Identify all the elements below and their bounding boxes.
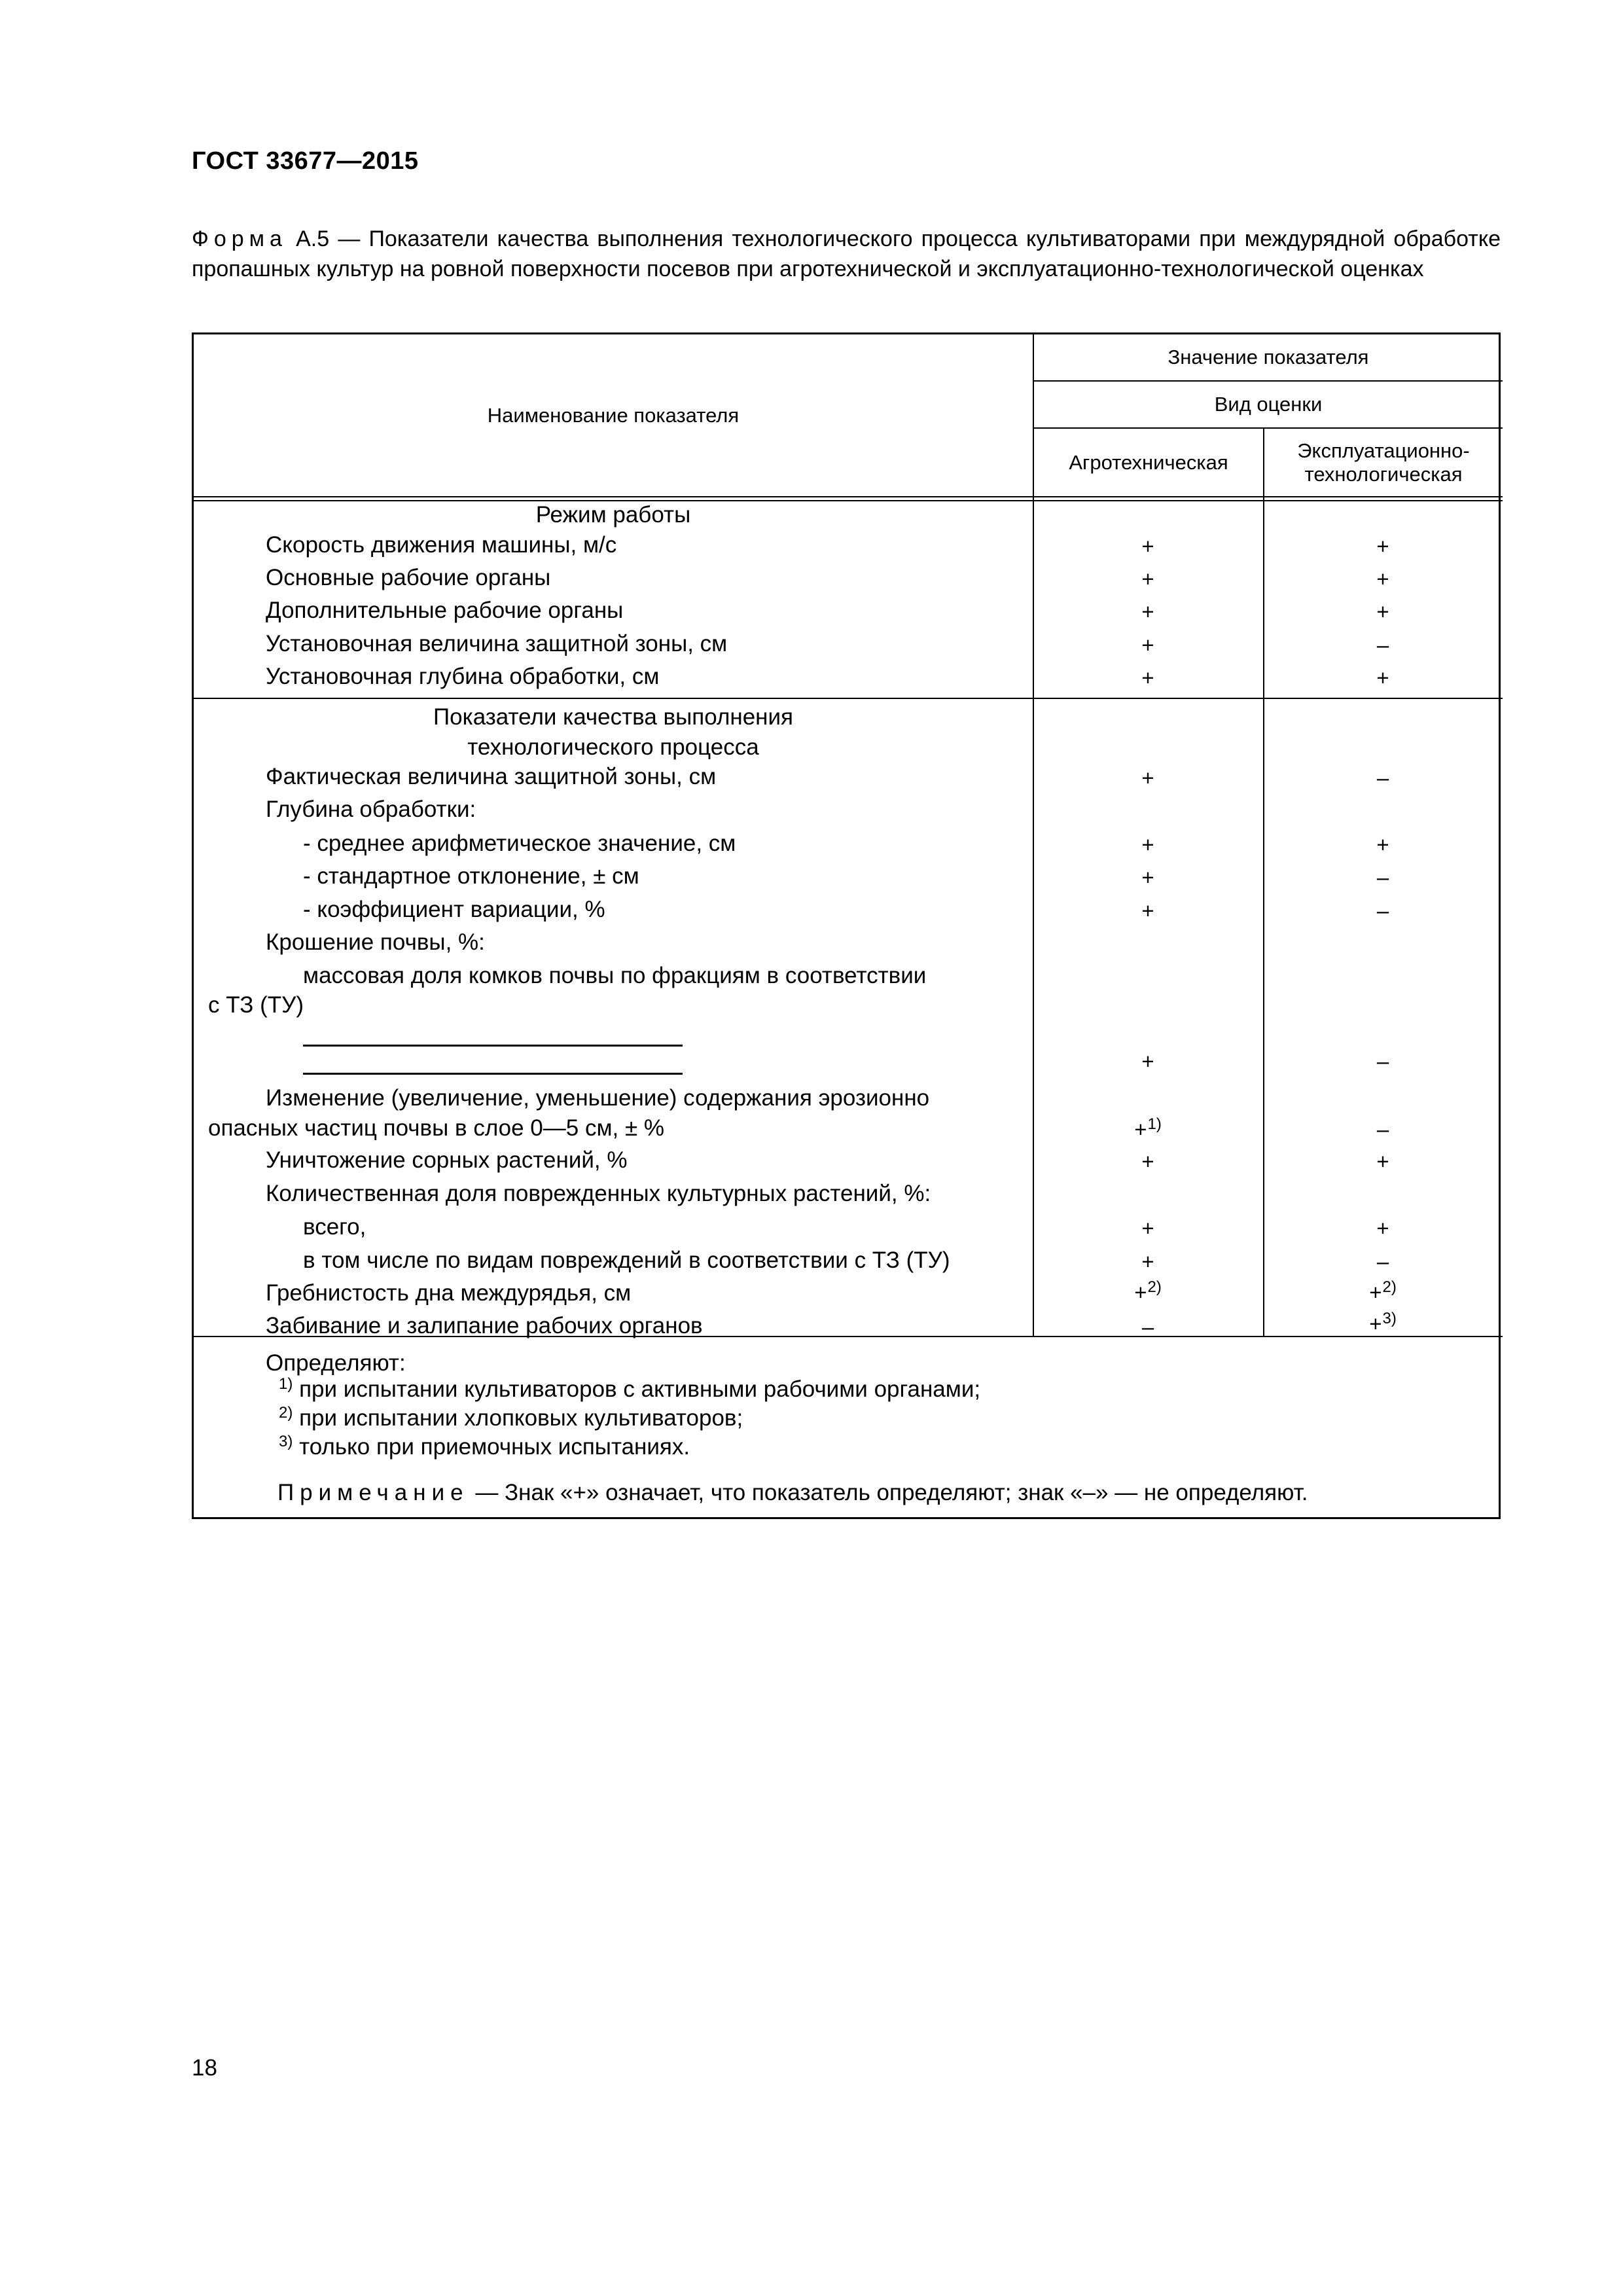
indicators-table	[192, 332, 1501, 1519]
note-lead: Примечание	[277, 1480, 469, 1505]
section-title-mode: Режим работы	[535, 502, 691, 528]
table-row-label: - стандартное отклонение, ± см	[303, 863, 639, 889]
cell-agro: –	[1141, 1315, 1154, 1339]
header-agro: Агротехническая	[1069, 450, 1228, 474]
cell-agro: +	[1141, 534, 1154, 558]
table-row-label: опасных частиц почвы в слое 0—5 см, ± %	[208, 1115, 665, 1141]
section-title-quality-line1: Показатели качества выполнения	[433, 704, 793, 730]
footnote-text: только при приемочных испытаниях.	[299, 1434, 690, 1460]
cell-agro: +	[1141, 899, 1154, 923]
table-row-label: Крошение почвы, %:	[266, 929, 485, 955]
table-row-label: Гребнистость дна междурядья, см	[266, 1280, 632, 1306]
footnote-text: при испытании культиваторов с активными рабочими органами;	[299, 1376, 981, 1402]
header-name: Наименование показателя	[487, 403, 740, 427]
table-row-label: - коэффициент вариации, %	[303, 897, 605, 922]
cell-expl: –	[1376, 865, 1389, 889]
cell-agro: +	[1141, 633, 1154, 657]
cell-agro	[1122, 1115, 1174, 1142]
cell-expl: –	[1376, 766, 1389, 790]
cell-expl: –	[1376, 1117, 1389, 1141]
note-text: — Знак «+» означает, что показатель определяют; знак «–» — не определяют.	[469, 1480, 1308, 1505]
cell-agro: +	[1141, 766, 1154, 790]
section-title-quality-line2: технологического процесса	[467, 734, 759, 760]
table-row-label: в том числе по видам повреждений в соответствии с ТЗ (ТУ)	[303, 1247, 950, 1273]
section-divider	[194, 698, 1503, 699]
footnote-ref: 3)	[1382, 1310, 1397, 1327]
footnote-item	[279, 1375, 980, 1403]
cell-expl: +	[1376, 534, 1389, 558]
col-divider-2	[1263, 427, 1264, 1336]
cell-expl-value: +	[1369, 1280, 1382, 1304]
header-expl-line2: технологическая	[1304, 462, 1463, 486]
table-row-label: Скорость движения машины, м/с	[266, 532, 617, 558]
cell-agro: +	[1141, 1216, 1154, 1240]
header-value: Значение показателя	[1168, 346, 1369, 368]
cell-expl	[1357, 1310, 1409, 1336]
footnote-mark: 1)	[279, 1375, 293, 1393]
cell-expl-value: +	[1369, 1312, 1382, 1336]
cell-agro: +	[1141, 833, 1154, 857]
cell-agro-value: +	[1134, 1280, 1147, 1304]
table-row-label: с ТЗ (ТУ)	[208, 992, 304, 1018]
cell-agro: +	[1141, 600, 1154, 624]
document-code: ГОСТ 33677—2015	[192, 147, 419, 175]
table-row-label: Глубина обработки:	[266, 797, 476, 822]
table-row-label: Уничтожение сорных растений, %	[266, 1147, 628, 1173]
footnote-text: при испытании хлопковых культиваторов;	[299, 1405, 743, 1431]
footnote-ref: 1)	[1147, 1115, 1162, 1133]
cell-agro	[1122, 1278, 1174, 1305]
cell-expl: –	[1376, 899, 1389, 923]
footnote-ref: 2)	[1147, 1278, 1162, 1296]
header-expl-line1: Эксплуатационно-	[1297, 439, 1470, 462]
footnote-intro: Определяют:	[266, 1350, 406, 1376]
cell-agro: +	[1141, 567, 1154, 591]
footnote-mark: 2)	[279, 1404, 293, 1422]
caption-text: А.5 — Показатели качества выполнения технологического процесса культиваторами при междурядной обработке пропашных культур на ровной поверхности посевов при агротехнической и эксплуатационно-технологической оценках	[192, 226, 1501, 281]
cell-agro-value: +	[1134, 1117, 1147, 1141]
cell-expl: –	[1376, 1249, 1389, 1274]
table-row-label: массовая доля комков почвы по фракциям в соответствии	[303, 963, 927, 988]
blank-line-2	[303, 1073, 683, 1075]
table-row-label: - среднее арифметическое значение, см	[303, 831, 736, 856]
cell-expl: –	[1376, 1049, 1389, 1073]
section-title-quality	[194, 702, 1033, 762]
cell-expl: +	[1376, 1216, 1389, 1240]
table-note	[277, 1480, 1308, 1506]
header-expl	[1264, 429, 1503, 496]
caption-lead: Форма	[192, 226, 287, 251]
blank-line-1	[303, 1045, 683, 1047]
cell-agro: +	[1141, 666, 1154, 690]
table-row-label: Установочная величина защитной зоны, см	[266, 631, 728, 656]
cell-expl: +	[1376, 600, 1389, 624]
cell-agro: +	[1141, 865, 1154, 889]
header-kind: Вид оценки	[1214, 393, 1323, 416]
footnote-ref: 2)	[1382, 1278, 1397, 1296]
cell-expl: +	[1376, 833, 1389, 857]
footnote-item	[279, 1404, 743, 1431]
table-row-label: Изменение (увеличение, уменьшение) содержания эрозионно	[266, 1085, 930, 1111]
table-row-label: Установочная глубина обработки, см	[266, 664, 660, 689]
table-row-label: Количественная доля поврежденных культурных растений, %:	[266, 1181, 931, 1206]
cell-expl	[1357, 1278, 1409, 1305]
table-row-label: всего,	[303, 1214, 366, 1240]
cell-expl: +	[1376, 666, 1389, 690]
table-row-label: Фактическая величина защитной зоны, см	[266, 764, 717, 789]
header-bottom-line-1	[194, 496, 1503, 497]
footnote-item	[279, 1433, 690, 1460]
footnote-mark: 3)	[279, 1433, 293, 1450]
table-row-label: Основные рабочие органы	[266, 565, 551, 590]
table-caption	[192, 224, 1501, 284]
cell-agro: +	[1141, 1249, 1154, 1274]
cell-agro: +	[1141, 1149, 1154, 1174]
cell-expl: –	[1376, 633, 1389, 657]
cell-expl: +	[1376, 567, 1389, 591]
table-row-label: Забивание и залипание рабочих органов	[266, 1313, 703, 1338]
page-number: 18	[192, 2055, 217, 2081]
table-row-label: Дополнительные рабочие органы	[266, 598, 624, 623]
cell-agro: +	[1141, 1049, 1154, 1073]
cell-expl: +	[1376, 1149, 1389, 1174]
